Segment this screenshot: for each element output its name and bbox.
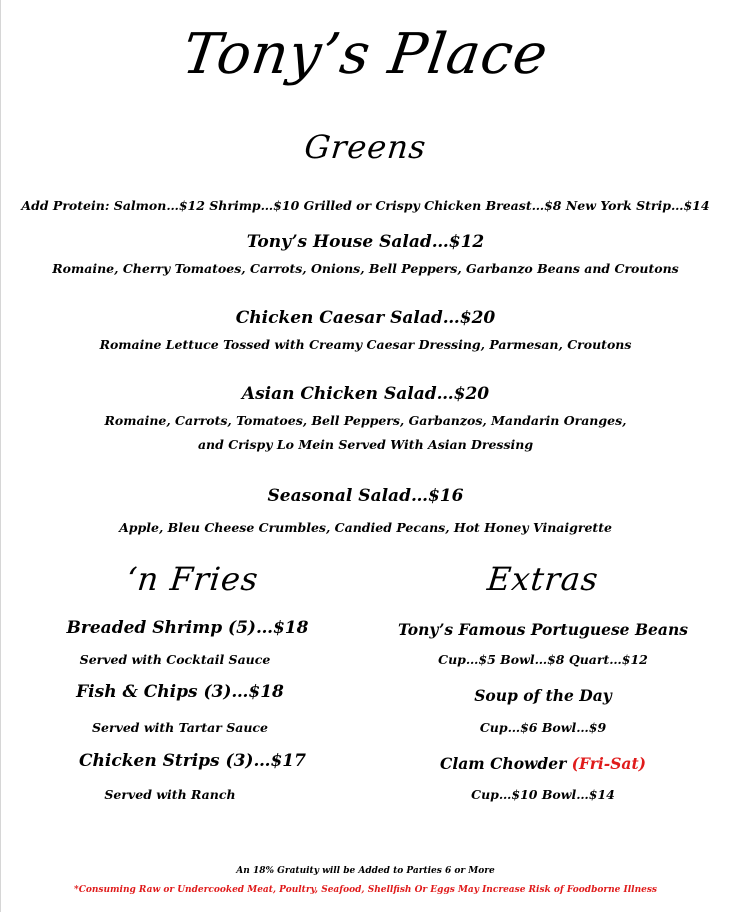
fries-heading: ‘n Fries: [124, 560, 261, 598]
gratuity-notice: An 18% Gratuity will be Added to Parties 6 or More: [236, 866, 495, 876]
menu-item-seasonal-salad: [0, 486, 731, 506]
menu-item-breaded-shrimp: [0, 618, 375, 638]
menu-item-house-salad: [0, 232, 731, 252]
menu-item-clam-chowder: [355, 754, 731, 773]
greens-heading: Greens: [302, 128, 429, 166]
menu-item-asian-salad: [0, 384, 731, 404]
item-name: Breaded Shrimp (5): [66, 618, 256, 638]
item-description: Cup…$5 Bowl…$8 Quart…$12: [438, 652, 648, 667]
item-price: …$20: [436, 384, 490, 404]
menu-item-caesar-salad: [0, 308, 731, 328]
food-safety-warning: *Consuming Raw or Undercooked Meat, Poultry, Seafood, Shellfish Or Eggs May Increase Risk of Foodborne Illness: [73, 885, 657, 895]
item-description: Served with Ranch: [104, 787, 236, 802]
availability-note: (Fri-Sat): [571, 754, 646, 773]
item-description: Romaine, Carrots, Tomatoes, Bell Peppers, Garbanzos, Mandarin Oranges,: [104, 413, 627, 428]
item-description: Cup…$6 Bowl…$9: [479, 720, 607, 735]
item-description: Served with Tartar Sauce: [92, 720, 268, 735]
item-price: …$18: [255, 618, 309, 638]
item-price: …$16: [410, 486, 464, 506]
item-price: …$20: [442, 308, 496, 328]
item-name: Clam Chowder: [440, 754, 567, 773]
menu-item-portuguese-beans: [355, 620, 731, 639]
menu-item-soup-of-day: [355, 686, 731, 705]
item-name: Tony’s Famous Portuguese Beans: [398, 620, 688, 639]
menu-item-fish-chips: [0, 682, 360, 702]
item-price: …$18: [231, 682, 284, 702]
item-description: Romaine, Cherry Tomatoes, Carrots, Onions, Bell Peppers, Garbanzo Beans and Croutons: [52, 261, 679, 276]
item-description: Cup…$10 Bowl…$14: [471, 787, 615, 802]
extras-heading: Extras: [485, 560, 601, 598]
item-name: Fish & Chips (3): [76, 682, 232, 702]
add-protein-line: Add Protein: Salmon…$12 Shrimp…$10 Grilled or Crispy Chicken Breast…$8 New York Strip…$14: [21, 198, 710, 213]
item-name: Seasonal Salad: [267, 486, 411, 506]
restaurant-title: Tony’s Place: [178, 22, 553, 87]
item-price: …$12: [431, 232, 485, 252]
item-description: Served with Cocktail Sauce: [79, 652, 271, 667]
item-price: …$17: [253, 751, 306, 771]
item-name: Asian Chicken Salad: [241, 384, 437, 404]
item-name: Chicken Strips (3): [79, 751, 254, 771]
item-description: Apple, Bleu Cheese Crumbles, Candied Pecans, Hot Honey Vinaigrette: [119, 520, 612, 535]
item-name: Chicken Caesar Salad: [235, 308, 443, 328]
menu-item-chicken-strips: [0, 751, 385, 771]
item-description: Romaine Lettuce Tossed with Creamy Caesar Dressing, Parmesan, Croutons: [99, 337, 632, 352]
item-name: Tony’s House Salad: [246, 232, 432, 252]
item-name: Soup of the Day: [474, 686, 612, 705]
item-description: and Crispy Lo Mein Served With Asian Dressing: [197, 437, 534, 452]
